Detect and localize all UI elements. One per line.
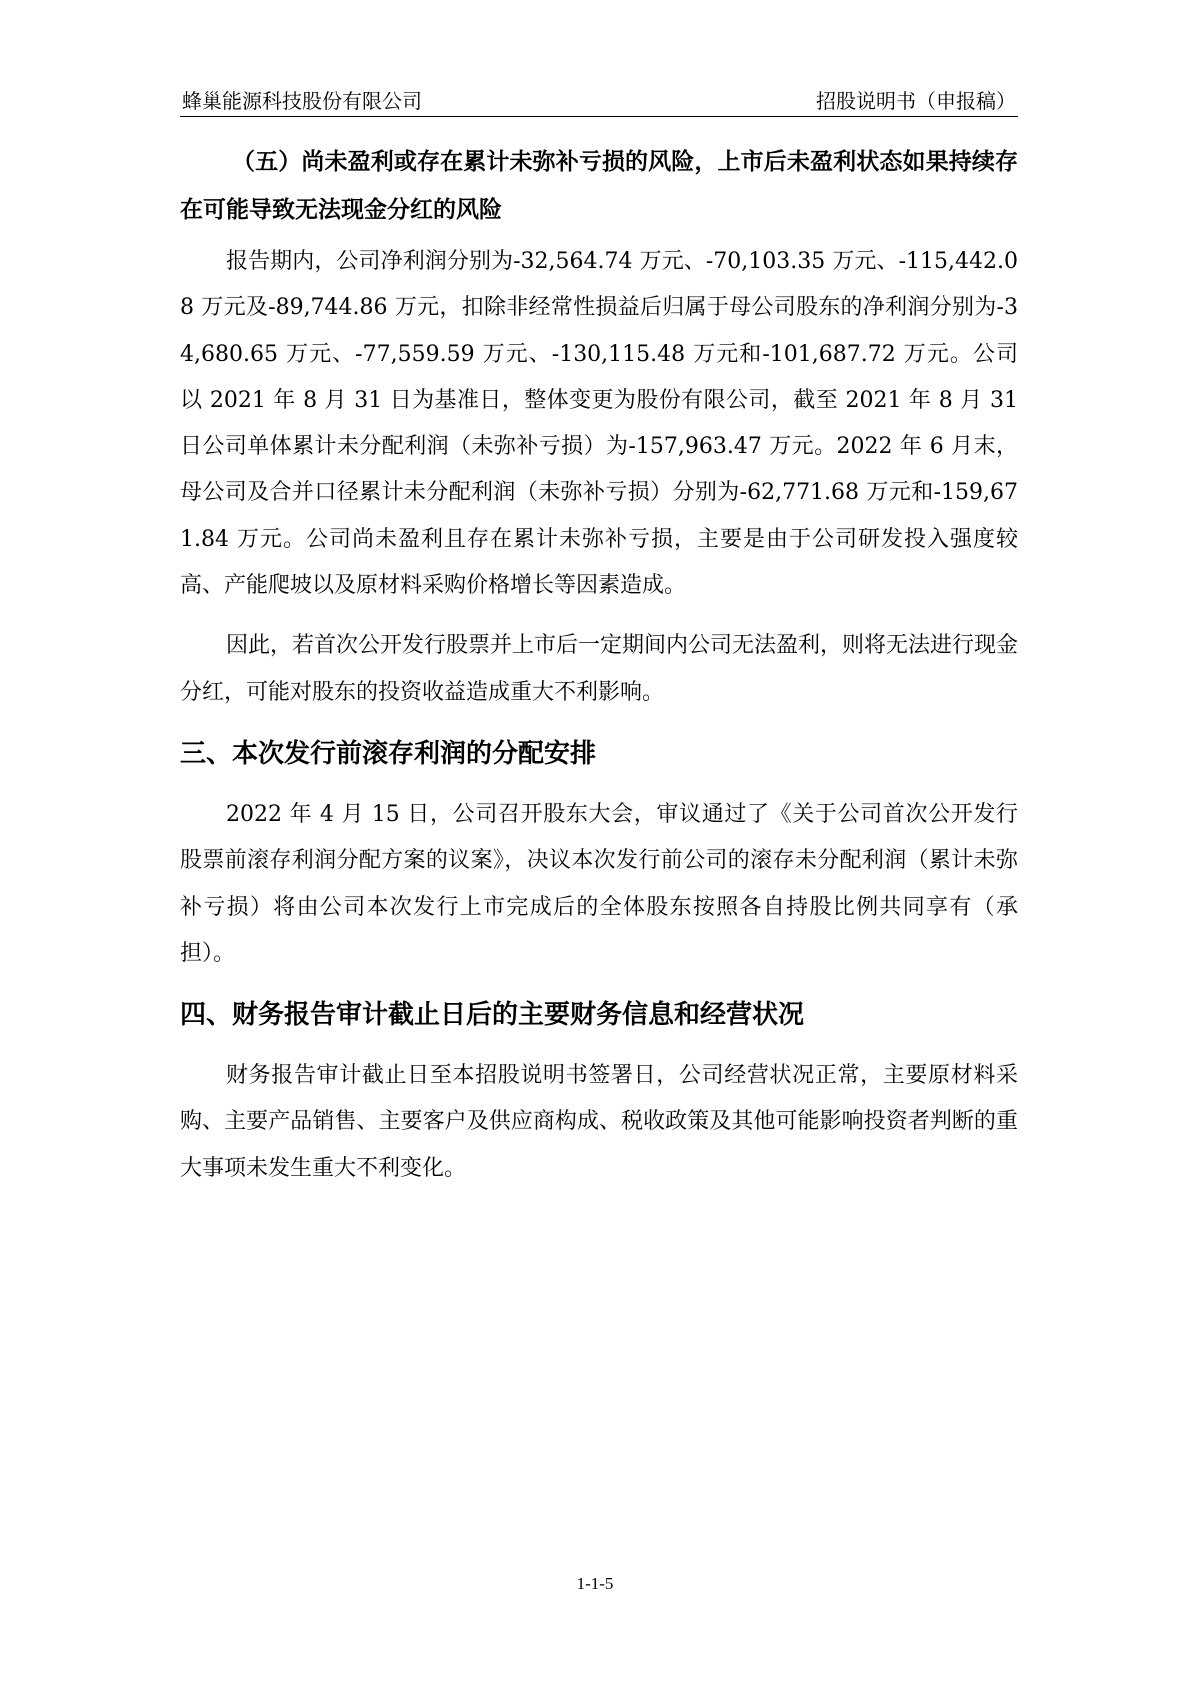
page-header: [180, 80, 1018, 117]
page-content: [180, 138, 1018, 1206]
section-3-title: 三、本次发行前滚存利润的分配安排: [180, 738, 597, 769]
subsection-5-title: （五）尚未盈利或存在累计未弥补亏损的风险，上市后未盈利状态如果持续存在可能导致无法现金分红的风险: [180, 149, 1018, 223]
subsection-5-paragraph-1: 报告期内，公司净利润分别为-32,564.74 万元、-70,103.35 万元、-115,442.08 万元及-89,744.86 万元，扣除非经常性损益后归属于母公司股东的净利润分别为-34,680.65 万元、-77,559.59 万元、-130,115.48 万元和-101,687.72 万元。公司以 2021 年 8 月 31 日为基准日，整体变更为股份有限公司，截至 2021 年 8 月 31 日公司单体累计未分配利润（未弥补亏损）为-157,963.47 万元。2022 年 6 月末，母公司及合并口径累计未分配利润（未弥补亏损）分别为-62,771.68 万元和-159,671.84 万元。公司尚未盈利且存在累计未弥补亏损，主要是由于公司研发投入强度较高、产能爬坡以及原材料采购价格增长等因素造成。: [180, 249, 1018, 599]
section-4-title: 四、财务报告审计截止日后的主要财务信息和经营状况: [180, 1000, 805, 1031]
page-number: 1-1-5: [576, 1574, 614, 1593]
section-4-paragraph: 财务报告审计截止日至本招股说明书签署日，公司经营状况正常，主要原材料采购、主要产品销售、主要客户及供应商构成、税收政策及其他可能影响投资者判断的重大事项未发生重大不利变化。: [180, 1063, 1018, 1181]
subsection-5-paragraph-2: 因此，若首次公开发行股票并上市后一定期间内公司无法盈利，则将无法进行现金分红，可能对股东的投资收益造成重大不利影响。: [180, 633, 1019, 705]
header-document-type: 招股说明书（申报稿）: [816, 89, 1016, 113]
section-3-paragraph: 2022 年 4 月 15 日，公司召开股东大会，审议通过了《关于公司首次公开发行股票前滚存利润分配方案的议案》，决议本次发行前公司的滚存未分配利润（累计未弥补亏损）将由公司本次发行上市完成后的全体股东按照各自持股比例共同享有（承担）。: [180, 801, 1018, 966]
header-company-name: 蜂巢能源科技股份有限公司: [182, 89, 422, 113]
